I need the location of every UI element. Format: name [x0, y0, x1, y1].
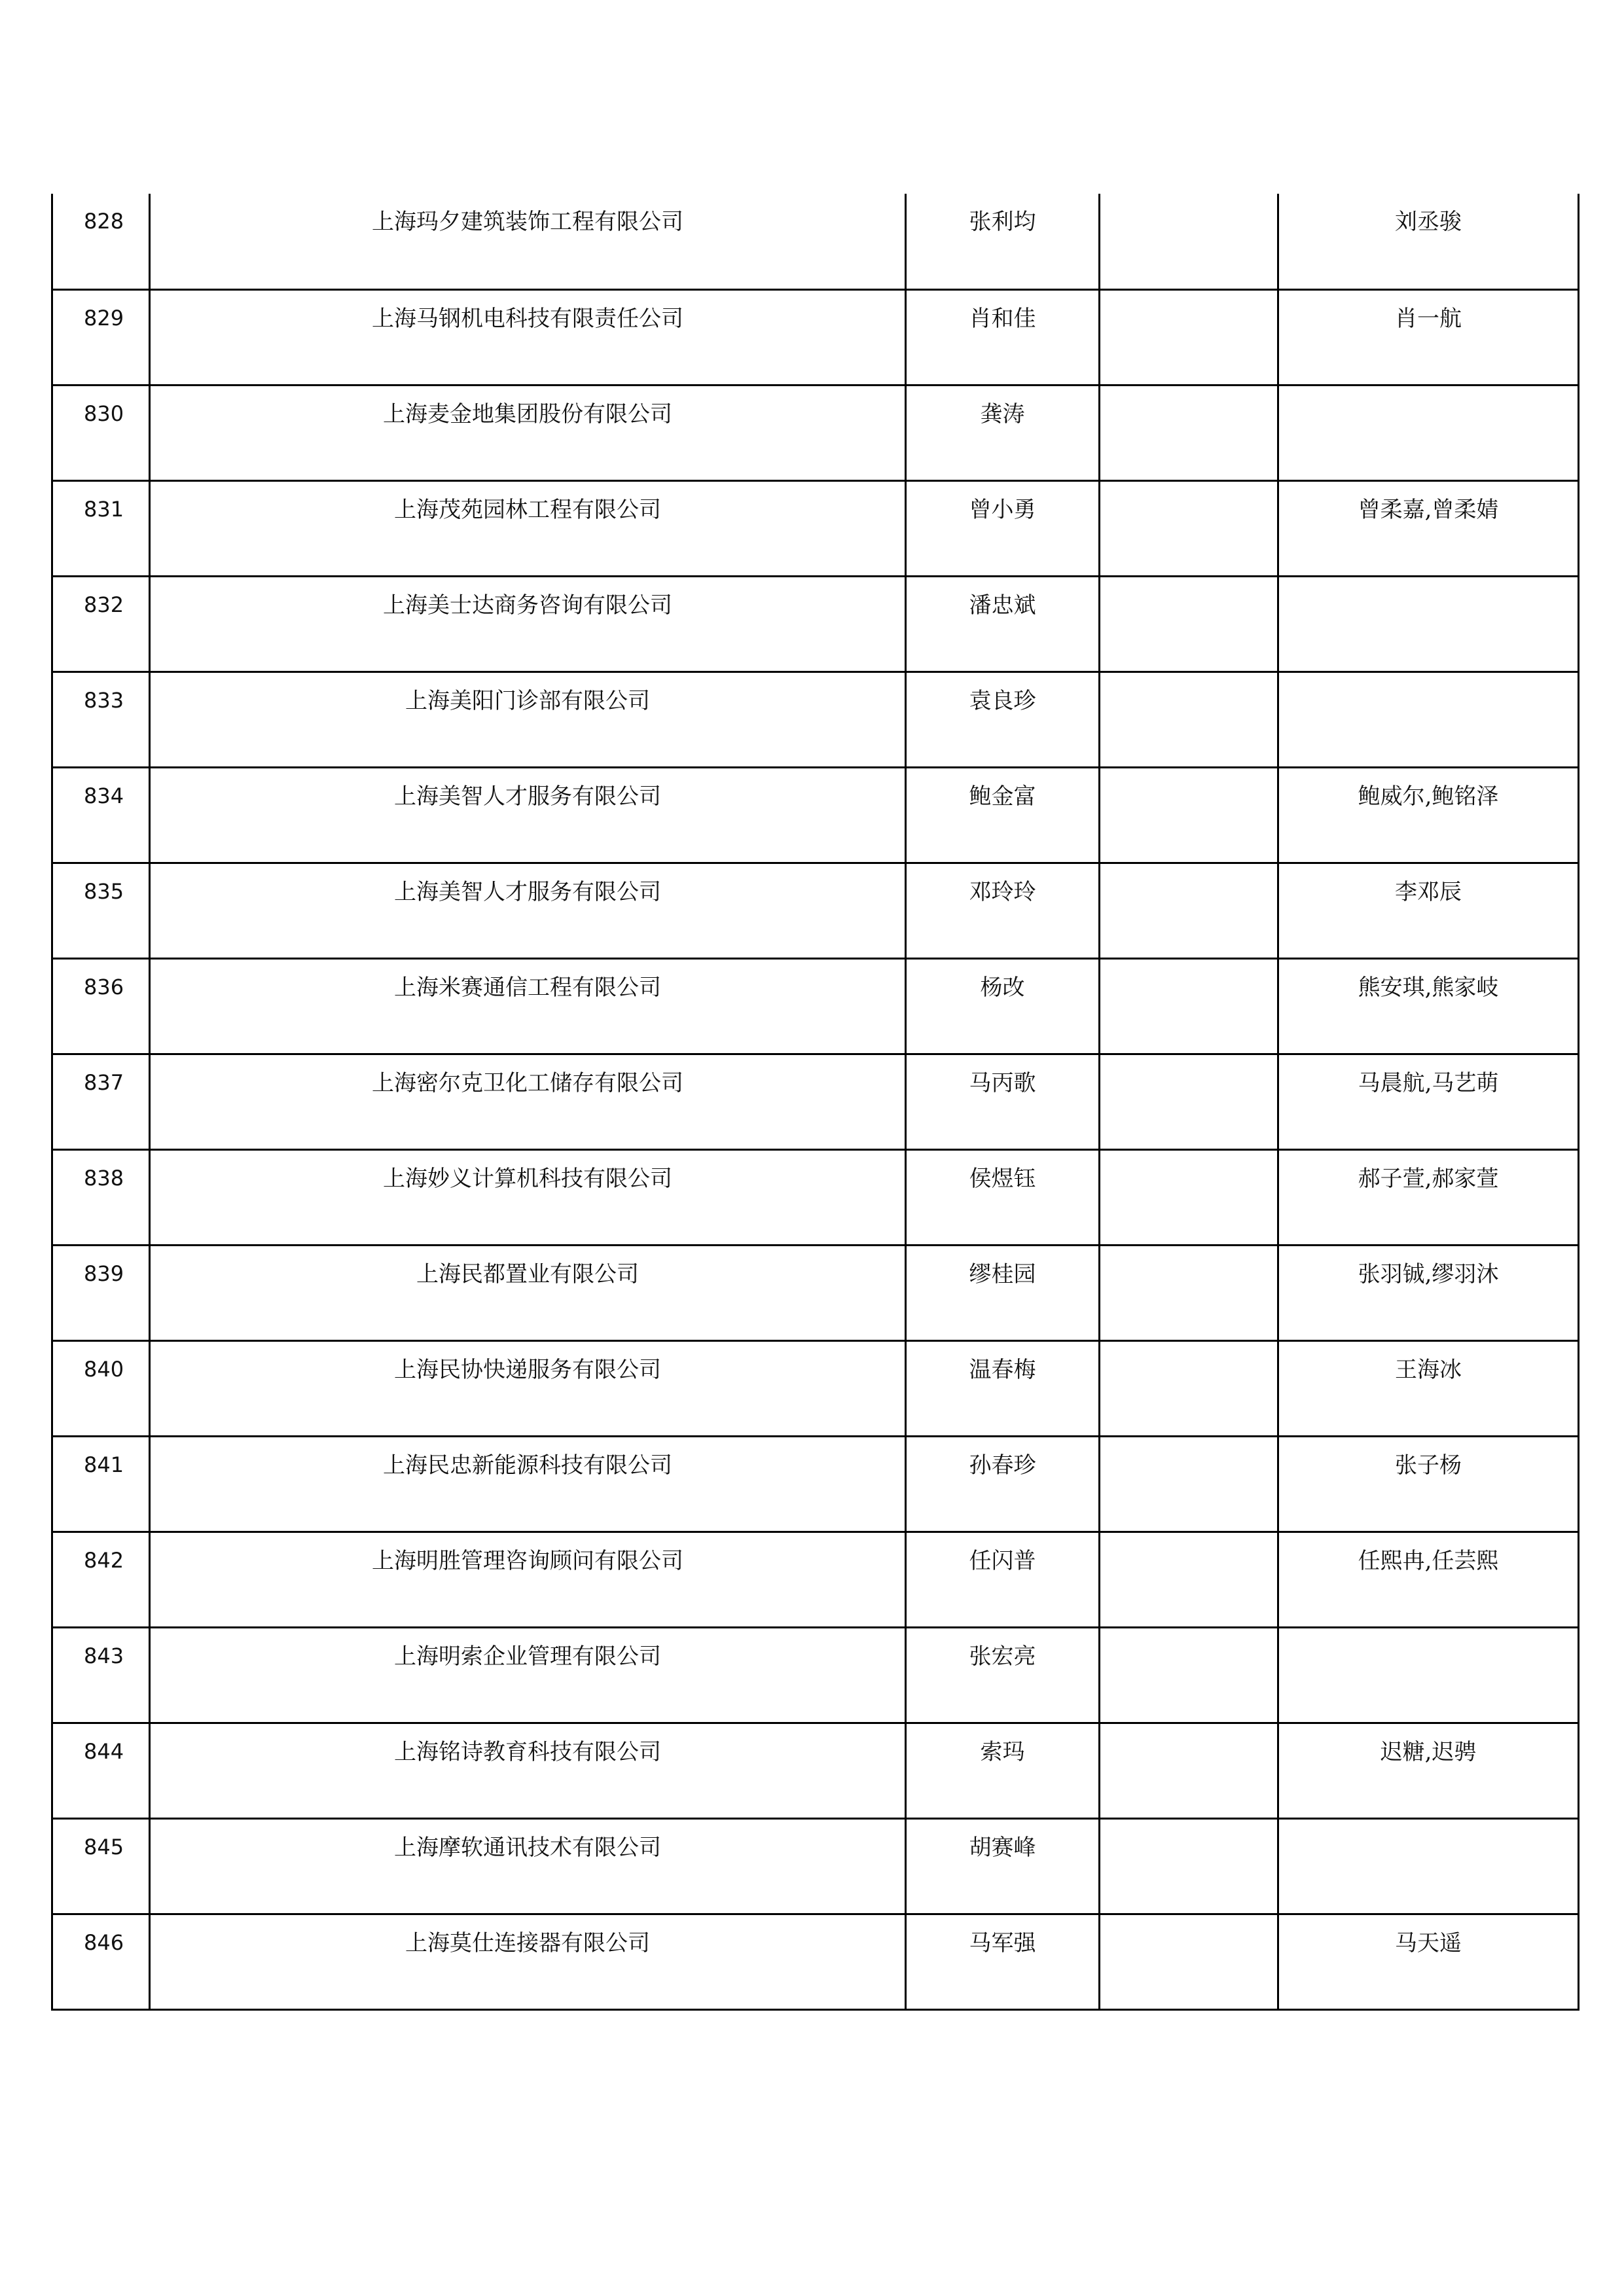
table-row: [52, 385, 1579, 480]
person-name: 温春梅: [969, 1356, 1036, 1383]
row-number-cell: [52, 767, 150, 863]
person-name: 马丙歌: [969, 1069, 1036, 1096]
blank-cell: [1100, 1342, 1277, 1359]
blank-cell: [1100, 1724, 1277, 1741]
company-name: 上海妙义计算机科技有限公司: [383, 1165, 672, 1192]
table-row: [52, 1245, 1579, 1340]
person-name: 邓玲玲: [969, 878, 1036, 905]
children-names-cell: [1278, 194, 1579, 289]
company-name-cell: [150, 194, 906, 289]
company-name: 上海玛夕建筑装饰工程有限公司: [372, 209, 683, 235]
company-name: 上海马钢机电科技有限责任公司: [372, 305, 683, 332]
table-row: [52, 1340, 1579, 1436]
person-name: 张宏亮: [969, 1643, 1036, 1670]
table-row: [52, 1914, 1579, 2009]
company-name: 上海莫仕连接器有限公司: [405, 1929, 650, 1956]
table-row: [52, 863, 1579, 958]
blank-cell: [1100, 960, 1277, 977]
person-name-cell: [906, 1532, 1100, 1627]
company-name-cell: [150, 958, 906, 1054]
children-names: 鲍威尔,鲍铭泽: [1358, 783, 1499, 810]
children-names-cell: [1278, 1340, 1579, 1436]
blank-cell: [1100, 1055, 1277, 1072]
children-names-cell: [1278, 1914, 1579, 2009]
blank-cell-cell: [1100, 863, 1278, 958]
person-name-cell: [906, 1818, 1100, 1914]
company-name: 上海麦金地集团股份有限公司: [383, 401, 672, 427]
person-name-cell: [906, 385, 1100, 480]
row-number-cell: [52, 863, 150, 958]
table-row: [52, 1532, 1579, 1627]
children-names: [1279, 1820, 1578, 1837]
blank-cell-cell: [1100, 1532, 1278, 1627]
table-row: [52, 672, 1579, 767]
person-name: 马军强: [969, 1929, 1036, 1956]
person-name-cell: [906, 576, 1100, 672]
company-name-cell: [150, 1245, 906, 1340]
children-names-cell: [1278, 480, 1579, 576]
children-names-cell: [1278, 672, 1579, 767]
company-name: 上海密尔克卫化工储存有限公司: [372, 1069, 683, 1096]
company-name-cell: [150, 576, 906, 672]
table-row: [52, 289, 1579, 385]
row-number: 834: [84, 783, 124, 808]
row-number-cell: [52, 1245, 150, 1340]
person-name-cell: [906, 194, 1100, 289]
company-name-cell: [150, 1054, 906, 1149]
children-names: 张羽铖,缪羽沐: [1358, 1261, 1499, 1287]
children-names: 任熙冉,任芸熙: [1358, 1547, 1499, 1574]
row-number-cell: [52, 1723, 150, 1818]
company-name: 上海茂苑园林工程有限公司: [394, 496, 661, 523]
blank-cell-cell: [1100, 576, 1278, 672]
person-name: 侯煜钰: [969, 1165, 1036, 1192]
company-name-cell: [150, 1723, 906, 1818]
table-row: [52, 1627, 1579, 1723]
company-name: 上海米赛通信工程有限公司: [394, 974, 661, 1001]
person-name-cell: [906, 863, 1100, 958]
company-name: 上海铭诗教育科技有限公司: [394, 1738, 661, 1765]
blank-cell-cell: [1100, 1818, 1278, 1914]
row-number: 830: [84, 401, 124, 426]
children-names: 肖一航: [1395, 305, 1462, 332]
company-name: 上海明索企业管理有限公司: [394, 1643, 661, 1670]
blank-cell: [1100, 673, 1277, 690]
company-name: 上海美智人才服务有限公司: [394, 878, 661, 905]
children-names: 迟糖,迟骋: [1380, 1738, 1477, 1765]
row-number-cell: [52, 1818, 150, 1914]
children-names: 曾柔嘉,曾柔婧: [1358, 496, 1499, 523]
person-name-cell: [906, 672, 1100, 767]
person-name: 杨改: [980, 974, 1025, 1001]
company-name-cell: [150, 1340, 906, 1436]
company-name: 上海美士达商务咨询有限公司: [383, 592, 672, 619]
row-number: 828: [84, 209, 124, 234]
person-name-cell: [906, 1054, 1100, 1149]
company-name-cell: [150, 1149, 906, 1245]
table-row: [52, 1818, 1579, 1914]
blank-cell-cell: [1100, 1723, 1278, 1818]
person-name: 曾小勇: [969, 496, 1036, 523]
blank-cell: [1100, 768, 1277, 785]
children-names: 郝子萱,郝家萱: [1358, 1165, 1499, 1192]
row-number: 841: [84, 1452, 124, 1477]
person-name-cell: [906, 289, 1100, 385]
row-number: 838: [84, 1165, 124, 1191]
row-number: 836: [84, 974, 124, 999]
row-number-cell: [52, 480, 150, 576]
row-number-cell: [52, 194, 150, 289]
children-names: [1279, 386, 1578, 403]
children-names: 李邓辰: [1395, 878, 1462, 905]
children-names: 熊安琪,熊家岐: [1358, 974, 1499, 1001]
person-name: 袁良珍: [969, 687, 1036, 714]
blank-cell-cell: [1100, 385, 1278, 480]
person-name: 肖和佳: [969, 305, 1036, 332]
blank-cell: [1100, 1437, 1277, 1454]
children-names-cell: [1278, 767, 1579, 863]
person-name-cell: [906, 480, 1100, 576]
company-name-cell: [150, 1436, 906, 1532]
children-names-cell: [1278, 1245, 1579, 1340]
blank-cell: [1100, 864, 1277, 881]
person-name: 索玛: [980, 1738, 1025, 1765]
row-number: 840: [84, 1356, 124, 1382]
row-number: 833: [84, 687, 124, 713]
person-name: 张利均: [969, 209, 1036, 235]
children-names: 刘丞骏: [1395, 209, 1462, 235]
row-number-cell: [52, 672, 150, 767]
blank-cell: [1100, 194, 1277, 211]
children-names: 张子杨: [1395, 1452, 1462, 1479]
children-names-cell: [1278, 1723, 1579, 1818]
row-number-cell: [52, 1532, 150, 1627]
person-name: 缪桂园: [969, 1261, 1036, 1287]
person-name: 潘忠斌: [969, 592, 1036, 619]
blank-cell-cell: [1100, 767, 1278, 863]
row-number-cell: [52, 1627, 150, 1723]
person-name-cell: [906, 1723, 1100, 1818]
table-row: [52, 1149, 1579, 1245]
blank-cell-cell: [1100, 958, 1278, 1054]
children-names-cell: [1278, 958, 1579, 1054]
person-name-cell: [906, 1627, 1100, 1723]
table-row: [52, 1436, 1579, 1532]
blank-cell-cell: [1100, 480, 1278, 576]
company-name-cell: [150, 289, 906, 385]
company-name: 上海民忠新能源科技有限公司: [383, 1452, 672, 1479]
blank-cell: [1100, 1628, 1277, 1645]
person-name-cell: [906, 1340, 1100, 1436]
children-names-cell: [1278, 289, 1579, 385]
blank-cell-cell: [1100, 1054, 1278, 1149]
row-number-cell: [52, 958, 150, 1054]
blank-cell-cell: [1100, 289, 1278, 385]
blank-cell: [1100, 1246, 1277, 1263]
children-names: 马天遥: [1395, 1929, 1462, 1956]
person-name-cell: [906, 1245, 1100, 1340]
table-body: [52, 194, 1579, 2009]
row-number: 839: [84, 1261, 124, 1286]
blank-cell-cell: [1100, 1149, 1278, 1245]
blank-cell-cell: [1100, 1436, 1278, 1532]
row-number: 844: [84, 1738, 124, 1764]
company-name: 上海摩软通讯技术有限公司: [394, 1834, 661, 1861]
person-name-cell: [906, 1436, 1100, 1532]
company-name-cell: [150, 1532, 906, 1627]
company-name-cell: [150, 767, 906, 863]
row-number: 829: [84, 305, 124, 331]
registry-table: [51, 194, 1579, 2011]
blank-cell: [1100, 291, 1277, 308]
person-name-cell: [906, 958, 1100, 1054]
row-number: 845: [84, 1834, 124, 1859]
table-row: [52, 576, 1579, 672]
company-name-cell: [150, 1818, 906, 1914]
row-number: 842: [84, 1547, 124, 1573]
blank-cell: [1100, 1820, 1277, 1837]
row-number: 835: [84, 878, 124, 904]
company-name-cell: [150, 1627, 906, 1723]
blank-cell-cell: [1100, 1245, 1278, 1340]
children-names-cell: [1278, 1627, 1579, 1723]
table-row: [52, 767, 1579, 863]
person-name-cell: [906, 1149, 1100, 1245]
row-number-cell: [52, 385, 150, 480]
blank-cell: [1100, 577, 1277, 594]
row-number: 831: [84, 496, 124, 522]
children-names-cell: [1278, 1054, 1579, 1149]
row-number-cell: [52, 1436, 150, 1532]
row-number: 846: [84, 1929, 124, 1955]
company-name-cell: [150, 480, 906, 576]
person-name: 孙春珍: [969, 1452, 1036, 1479]
children-names-cell: [1278, 1149, 1579, 1245]
children-names: [1279, 1628, 1578, 1645]
row-number-cell: [52, 1054, 150, 1149]
children-names-cell: [1278, 576, 1579, 672]
row-number-cell: [52, 1914, 150, 2009]
row-number: 832: [84, 592, 124, 617]
blank-cell: [1100, 1151, 1277, 1168]
person-name-cell: [906, 1914, 1100, 2009]
children-names: [1279, 673, 1578, 690]
person-name: 胡赛峰: [969, 1834, 1036, 1861]
children-names: 王海冰: [1395, 1356, 1462, 1383]
table-row: [52, 194, 1579, 289]
blank-cell: [1100, 1533, 1277, 1550]
company-name: 上海民协快递服务有限公司: [394, 1356, 661, 1383]
blank-cell-cell: [1100, 672, 1278, 767]
blank-cell: [1100, 1915, 1277, 1932]
blank-cell-cell: [1100, 1340, 1278, 1436]
blank-cell-cell: [1100, 194, 1278, 289]
company-name-cell: [150, 672, 906, 767]
person-name: 龚涛: [980, 401, 1025, 427]
row-number-cell: [52, 1149, 150, 1245]
row-number-cell: [52, 289, 150, 385]
company-name-cell: [150, 385, 906, 480]
blank-cell-cell: [1100, 1914, 1278, 2009]
children-names-cell: [1278, 1436, 1579, 1532]
children-names-cell: [1278, 863, 1579, 958]
blank-cell: [1100, 482, 1277, 499]
company-name: 上海民都置业有限公司: [416, 1261, 639, 1287]
row-number: 837: [84, 1069, 124, 1095]
table-row: [52, 1723, 1579, 1818]
row-number-cell: [52, 1340, 150, 1436]
company-name-cell: [150, 1914, 906, 2009]
children-names-cell: [1278, 385, 1579, 480]
company-name-cell: [150, 863, 906, 958]
company-name: 上海美智人才服务有限公司: [394, 783, 661, 810]
blank-cell: [1100, 386, 1277, 403]
person-name: 鲍金富: [969, 783, 1036, 810]
company-name: 上海美阳门诊部有限公司: [405, 687, 650, 714]
children-names: 马晨航,马艺萌: [1358, 1069, 1499, 1096]
children-names: [1279, 577, 1578, 594]
children-names-cell: [1278, 1532, 1579, 1627]
person-name: 任闪普: [969, 1547, 1036, 1574]
table-row: [52, 958, 1579, 1054]
children-names-cell: [1278, 1818, 1579, 1914]
blank-cell-cell: [1100, 1627, 1278, 1723]
row-number: 843: [84, 1643, 124, 1668]
row-number-cell: [52, 576, 150, 672]
table-row: [52, 1054, 1579, 1149]
person-name-cell: [906, 767, 1100, 863]
table-row: [52, 480, 1579, 576]
company-name: 上海明胜管理咨询顾问有限公司: [372, 1547, 683, 1574]
